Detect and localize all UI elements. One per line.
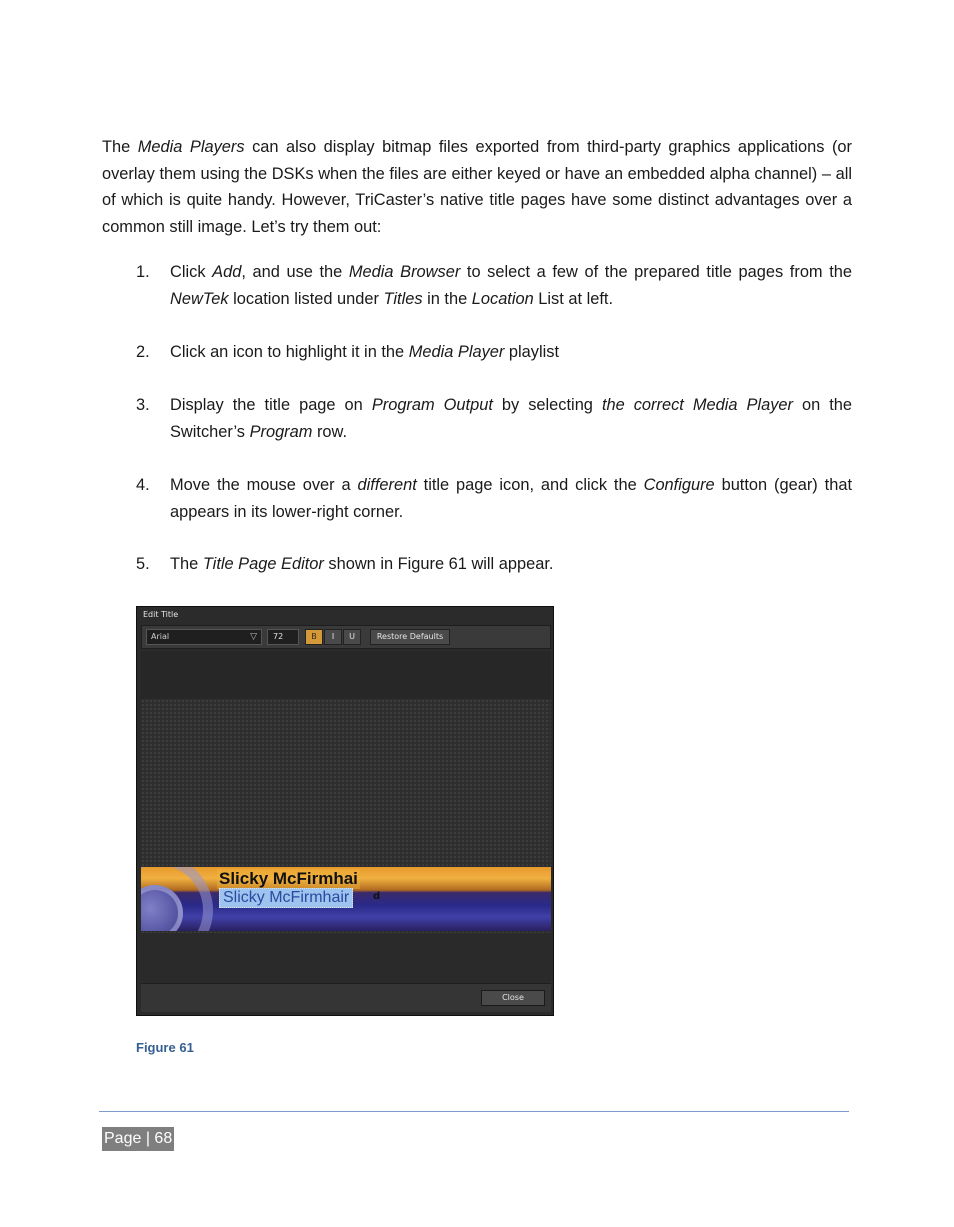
step-italic: Program Output [371, 396, 493, 414]
font-select[interactable] [146, 629, 262, 645]
step-text: Display the title page on [170, 396, 372, 414]
step-text: Click an icon to highlight it in the [170, 343, 409, 361]
step-text: , and use the [241, 263, 349, 281]
title-edit-field[interactable] [219, 888, 353, 908]
step-4 [136, 472, 852, 525]
step-5 [136, 551, 553, 578]
step-text: Move the mouse over a [170, 476, 358, 494]
underline-button[interactable]: U [343, 629, 361, 645]
edit-title-window [136, 606, 554, 1016]
step-text: button (gear) that appears in its lower-right corner. [170, 476, 852, 521]
lower-margin [141, 933, 551, 983]
step-number: 5. [136, 555, 150, 573]
step-italic: Titles [383, 289, 423, 308]
step-3 [136, 392, 852, 445]
step-text: location listed under [228, 289, 384, 308]
lower-third-graphic [141, 867, 551, 931]
step-text: on the Switcher’s [170, 396, 853, 441]
step-2 [136, 339, 559, 366]
intro-paragraph [102, 134, 852, 241]
step-italic: Title Page Editor [202, 555, 324, 573]
intro-italic: Media Players [137, 138, 245, 156]
step-text: in the [422, 289, 472, 308]
step-italic: different [357, 476, 417, 494]
step-italic: NewTek [170, 289, 229, 308]
intro-text: The [102, 138, 138, 156]
dialog-footer [141, 983, 551, 1012]
step-text: row. [312, 422, 348, 441]
step-text: to select a few of the prepared title pages from the [460, 263, 852, 281]
step-text: The [170, 555, 203, 573]
font-value: Arial [151, 632, 170, 641]
step-text: title page icon, and click the [416, 476, 644, 494]
step-italic: Location [471, 289, 534, 308]
step-text: by selecting [492, 396, 602, 414]
page-number: Page | 68 [102, 1127, 174, 1151]
upper-margin [141, 651, 551, 699]
format-toolbar [141, 625, 551, 649]
step-italic: Add [212, 263, 242, 281]
title-canvas[interactable] [141, 699, 551, 933]
title-edit-text: Slicky McFirmhair [223, 889, 350, 906]
subtitle-fragment: d [373, 891, 381, 902]
step-number: 3. [136, 396, 150, 414]
italic-button[interactable]: I [324, 629, 342, 645]
step-number: 2. [136, 343, 150, 361]
step-number: 1. [136, 263, 150, 281]
step-text: playlist [504, 343, 560, 361]
close-button[interactable]: Close [481, 990, 545, 1006]
intro-text: can also display bitmap files exported from third-party graphics applications (or overlay them using the DSKs when the files are either keyed or have an embedded alpha channel) – all of which is quite handy. However, TriCaster’s native title pages have some distinct advantages over a common still image. Let’s try them out: [102, 138, 852, 237]
step-italic: Media Browser [348, 263, 461, 281]
step-text: Click [170, 263, 213, 281]
step-text: List at left. [533, 289, 614, 308]
font-size-input[interactable]: 72 [267, 629, 299, 645]
step-italic: Media Player [408, 343, 505, 361]
step-italic: Program [249, 422, 313, 441]
step-1 [136, 259, 852, 312]
bold-button[interactable]: B [305, 629, 323, 645]
title-text[interactable]: Slicky McFirmhai [219, 869, 358, 888]
chevron-down-icon: ▽ [250, 632, 257, 642]
step-text: shown in Figure 61 will appear. [323, 555, 554, 573]
restore-defaults-button[interactable]: Restore Defaults [370, 629, 450, 645]
step-italic: Configure [643, 476, 715, 494]
window-title: Edit Title [143, 610, 179, 619]
footer-rule [99, 1111, 849, 1112]
step-number: 4. [136, 476, 150, 494]
step-italic: the correct Media Player [601, 396, 793, 414]
figure-caption: Figure 61 [136, 1040, 194, 1055]
